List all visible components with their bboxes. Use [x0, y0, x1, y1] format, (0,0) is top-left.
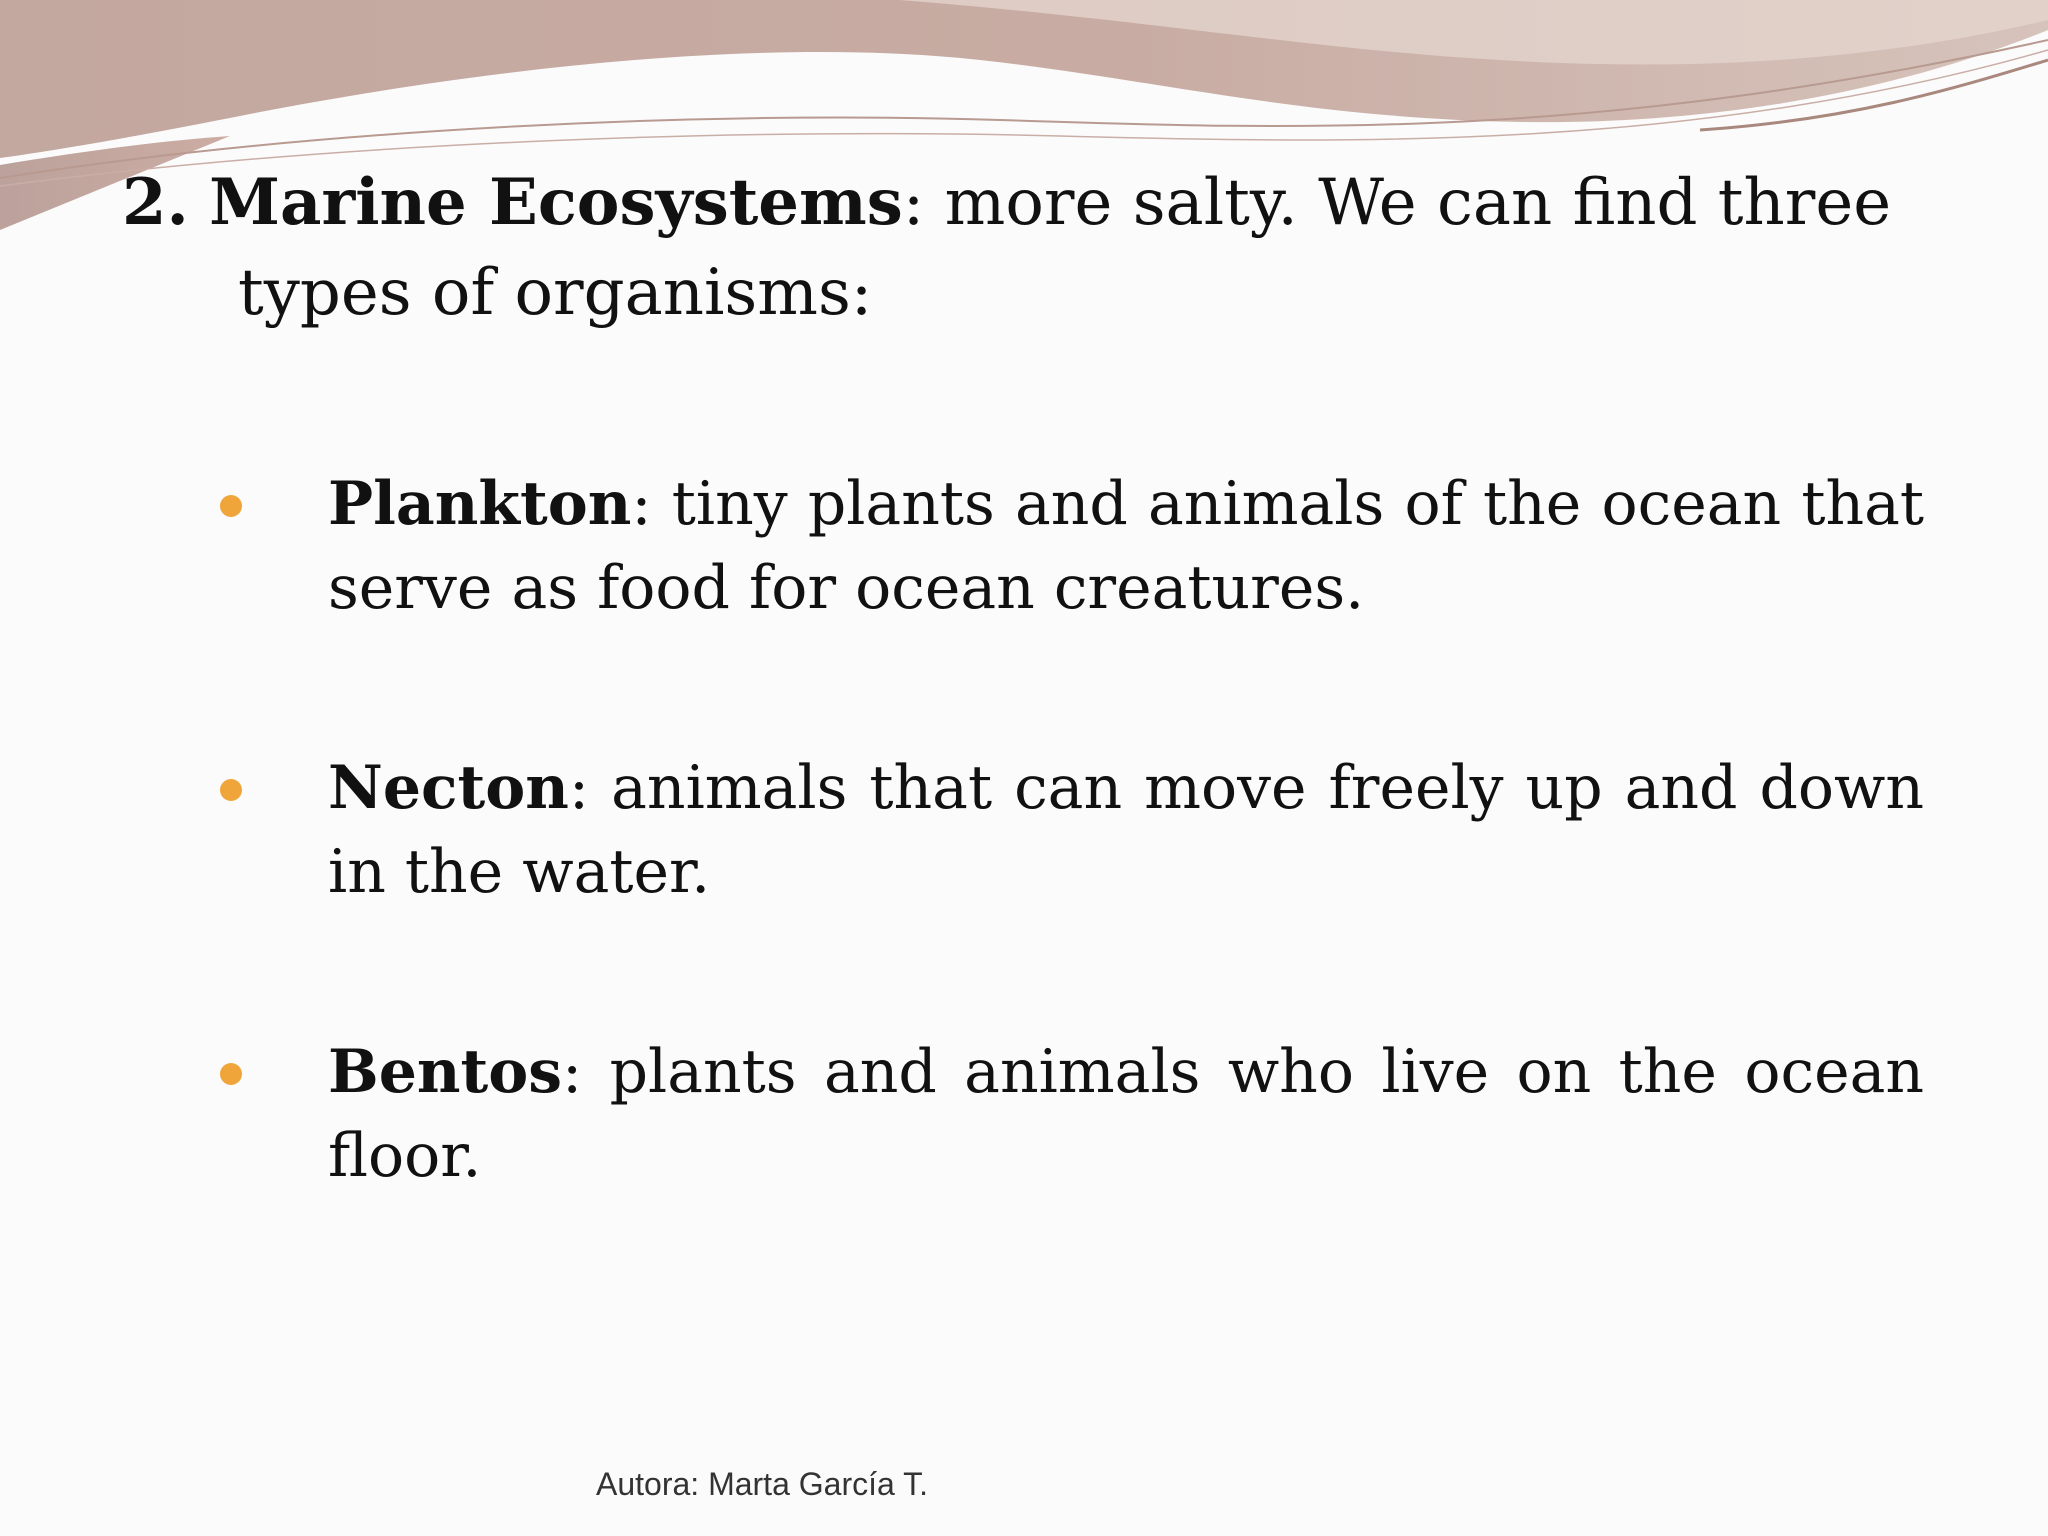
heading-term: Marine Ecosystems: [209, 165, 903, 240]
bullet-item-necton: [328, 746, 1924, 914]
heading-text-line2: types of organisms:: [238, 256, 873, 330]
bullet-item-bentos: [328, 1030, 1924, 1198]
bullet-text: : animals that can move freely up and down in the water.: [328, 753, 1924, 907]
heading-text-line1: : more salty. We can find three: [902, 166, 1892, 240]
bullet-text: : plants and animals who live on the ocean floor.: [328, 1037, 1924, 1191]
bullet-term: Necton: [328, 753, 569, 823]
bullet-dot-icon: [220, 779, 242, 801]
bullet-item-plankton: [328, 462, 1924, 630]
bullet-term: Bentos: [328, 1037, 563, 1107]
bullet-text: : tiny plants and animals of the ocean that serve as food for ocean creatures.: [328, 469, 1924, 623]
heading-number: 2.: [122, 165, 189, 240]
slide-heading: [122, 158, 1962, 338]
bullet-dot-icon: [220, 495, 242, 517]
bullet-term: Plankton: [328, 469, 632, 539]
footer-author: Autora: Marta García T.: [596, 1466, 928, 1502]
bullet-dot-icon: [220, 1063, 242, 1085]
